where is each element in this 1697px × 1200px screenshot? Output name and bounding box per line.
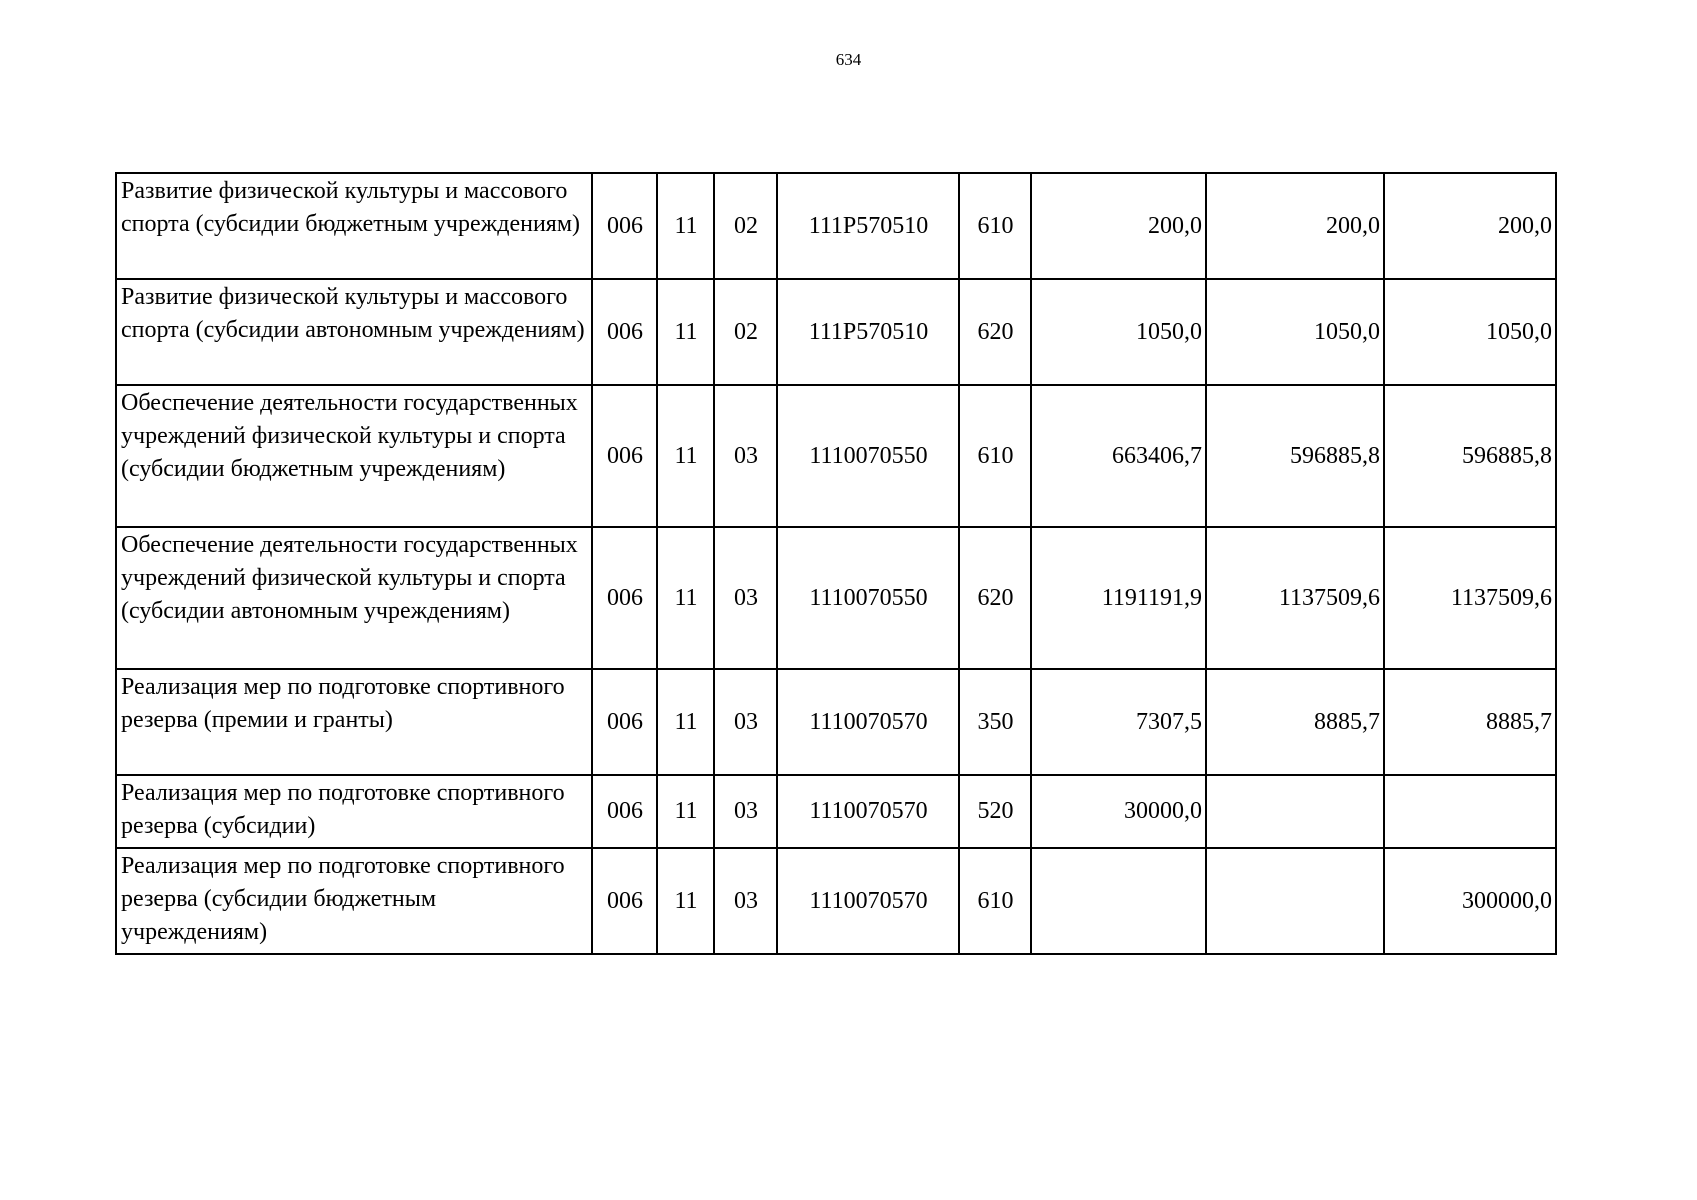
amount-3: 8885,7	[1384, 669, 1556, 775]
table-row	[116, 527, 1556, 669]
ministry-code: 006	[592, 527, 657, 669]
amount-1: 1050,0	[1031, 279, 1206, 385]
section-code: 11	[657, 669, 714, 775]
amount-2: 8885,7	[1206, 669, 1384, 775]
row-description: Реализация мер по подготовке спортивного резерва (субсидии)	[116, 775, 592, 848]
ministry-code: 006	[592, 848, 657, 954]
subsection-code: 03	[714, 527, 777, 669]
ministry-code: 006	[592, 775, 657, 848]
amount-3: 1050,0	[1384, 279, 1556, 385]
ministry-code: 006	[592, 173, 657, 279]
amount-3: 200,0	[1384, 173, 1556, 279]
ministry-code: 006	[592, 279, 657, 385]
amount-1: 30000,0	[1031, 775, 1206, 848]
expense-type-code: 520	[959, 775, 1031, 848]
amount-2: 1137509,6	[1206, 527, 1384, 669]
amount-2: 596885,8	[1206, 385, 1384, 527]
amount-3: 596885,8	[1384, 385, 1556, 527]
section-code: 11	[657, 385, 714, 527]
amount-3: 300000,0	[1384, 848, 1556, 954]
target-article-code: 111Р570510	[777, 279, 959, 385]
amount-2: 1050,0	[1206, 279, 1384, 385]
subsection-code: 02	[714, 279, 777, 385]
budget-table	[115, 172, 1557, 955]
amount-2	[1206, 848, 1384, 954]
target-article-code: 111Р570510	[777, 173, 959, 279]
row-description: Реализация мер по подготовке спортивного резерва (субсидии бюджетным учреждениям)	[116, 848, 592, 954]
page-number: 634	[835, 50, 862, 69]
amount-1: 1191191,9	[1031, 527, 1206, 669]
subsection-code: 03	[714, 775, 777, 848]
section-code: 11	[657, 848, 714, 954]
amount-3: 1137509,6	[1384, 527, 1556, 669]
amount-3	[1384, 775, 1556, 848]
target-article-code: 1110070570	[777, 775, 959, 848]
target-article-code: 1110070570	[777, 848, 959, 954]
ministry-code: 006	[592, 669, 657, 775]
expense-type-code: 620	[959, 279, 1031, 385]
expense-type-code: 610	[959, 848, 1031, 954]
subsection-code: 02	[714, 173, 777, 279]
row-description: Реализация мер по подготовке спортивного резерва (премии и гранты)	[116, 669, 592, 775]
subsection-code: 03	[714, 669, 777, 775]
expense-type-code: 610	[959, 385, 1031, 527]
row-description: Обеспечение деятельности государственных учреждений физической культуры и спорта (субсидии автономным учреждениям)	[116, 527, 592, 669]
section-code: 11	[657, 527, 714, 669]
ministry-code: 006	[592, 385, 657, 527]
table-row	[116, 775, 1556, 848]
table-row	[116, 848, 1556, 954]
amount-1	[1031, 848, 1206, 954]
expense-type-code: 620	[959, 527, 1031, 669]
subsection-code: 03	[714, 385, 777, 527]
amount-2	[1206, 775, 1384, 848]
expense-type-code: 610	[959, 173, 1031, 279]
section-code: 11	[657, 775, 714, 848]
table-row	[116, 173, 1556, 279]
target-article-code: 1110070570	[777, 669, 959, 775]
subsection-code: 03	[714, 848, 777, 954]
amount-2: 200,0	[1206, 173, 1384, 279]
table-row	[116, 669, 1556, 775]
amount-1: 663406,7	[1031, 385, 1206, 527]
amount-1: 200,0	[1031, 173, 1206, 279]
row-description: Обеспечение деятельности государственных учреждений физической культуры и спорта (субсидии бюджетным учреждениям)	[116, 385, 592, 527]
section-code: 11	[657, 279, 714, 385]
amount-1: 7307,5	[1031, 669, 1206, 775]
expense-type-code: 350	[959, 669, 1031, 775]
table-row	[116, 279, 1556, 385]
row-description: Развитие физической культуры и массового спорта (субсидии бюджетным учреждениям)	[116, 173, 592, 279]
section-code: 11	[657, 173, 714, 279]
target-article-code: 1110070550	[777, 527, 959, 669]
row-description: Развитие физической культуры и массового спорта (субсидии автономным учреждениям)	[116, 279, 592, 385]
table-row	[116, 385, 1556, 527]
target-article-code: 1110070550	[777, 385, 959, 527]
